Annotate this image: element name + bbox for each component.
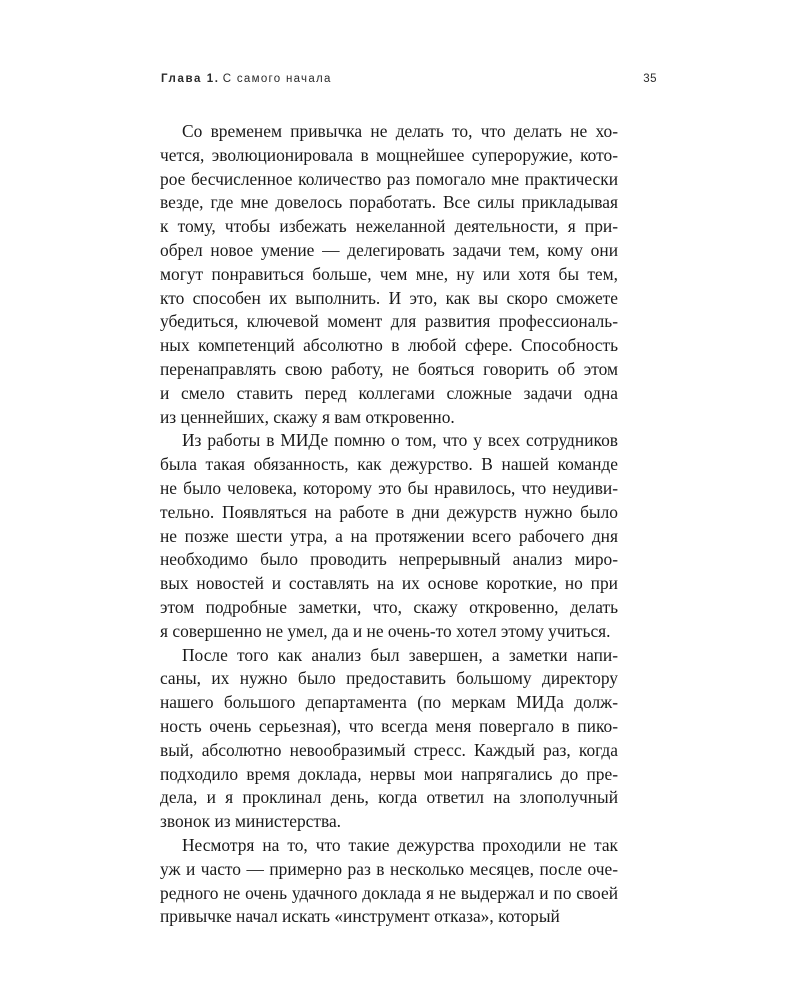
text-line: уж и часто — примерно раз в несколько месяцев, после оче-: [160, 858, 618, 879]
text-line: перенаправлять свою работу, не бояться говорить об этом: [160, 358, 618, 379]
text-line: и смело ставить перед коллегами сложные задачи одна: [160, 382, 618, 403]
text-line: обрел новое умение — делегировать задачи тем, кому они: [160, 239, 618, 260]
text-line: не было человека, которому это бы нравилось, что неудиви-: [160, 477, 618, 498]
text-line: редного не очень удачного доклада я не выдержал и по своей: [160, 882, 618, 903]
text-line: этом подробные заметки, что, скажу откровенно, делать: [160, 596, 618, 617]
text-line: Из работы в МИДе помню о том, что у всех сотрудников: [182, 430, 618, 451]
text-line: тельно. Появляться на работе в дни дежурств нужно было: [160, 501, 618, 522]
text-line: рое бесчисленное количество раз помогало мне практически: [160, 168, 618, 189]
text-line: вый, абсолютно невообразимый стресс. Каждый раз, когда: [160, 739, 618, 760]
page-number: 35: [643, 73, 657, 85]
text-line: ность очень серьезная), что всегда меня повергало в пико-: [160, 715, 618, 736]
text-line: ных компетенций абсолютно в любой сфере. Способность: [160, 335, 619, 356]
paragraph: [160, 644, 618, 834]
text-line: чется, эволюционировала в мощнейшее супероружие, кото-: [160, 144, 618, 165]
text-line: была такая обязанность, как дежурство. В нашей команде: [160, 454, 618, 475]
paragraph: [160, 834, 618, 929]
text-line: кто способен их выполнить. И это, как вы скоро сможете: [160, 287, 618, 308]
chapter-label: Глава 1.: [161, 73, 220, 85]
body-text: [160, 120, 618, 929]
text-line: привычке начал искать «инструмент отказа», который: [160, 906, 560, 927]
text-line: Несмотря на то, что такие дежурства проходили не так: [182, 834, 618, 855]
text-line: нашего большого департамента (по меркам МИДа долж-: [160, 692, 618, 713]
text-line: После того как анализ был завершен, а заметки напи-: [182, 644, 618, 665]
text-line: не позже шести утра, а на протяжении всего рабочего дня: [160, 525, 618, 546]
text-line: везде, где мне довелось поработать. Все силы прикладывая: [160, 192, 618, 213]
text-line: вых новостей и составлять на их основе короткие, но при: [160, 573, 618, 594]
text-line: подходило время доклада, нервы мои напрягались до пре-: [160, 763, 618, 784]
paragraph: [160, 429, 618, 643]
paragraph: [160, 120, 618, 429]
chapter-title: С самого начала: [222, 73, 332, 85]
text-line: из ценнейших, скажу я вам откровенно.: [160, 406, 455, 427]
text-line: саны, их нужно было предоставить большому директору: [160, 668, 618, 689]
text-line: необходимо было проводить непрерывный анализ миро-: [160, 549, 618, 570]
text-line: к тому, чтобы избежать нежеланной деятельности, я при-: [160, 216, 618, 237]
text-line: Со временем привычка не делать то, что делать не хо-: [182, 121, 618, 141]
text-line: могут понравиться больше, чем мне, ну или хотя бы тем,: [160, 263, 618, 284]
text-line: звонок из министерства.: [160, 811, 342, 832]
text-line: дела, и я проклинал день, когда ответил на злополучный: [160, 787, 618, 808]
text-line: я совершенно не умел, да и не очень-то хотел этому учиться.: [160, 620, 611, 641]
text-line: убедиться, ключевой момент для развития профессиональ-: [160, 311, 618, 332]
running-head: [161, 73, 657, 91]
